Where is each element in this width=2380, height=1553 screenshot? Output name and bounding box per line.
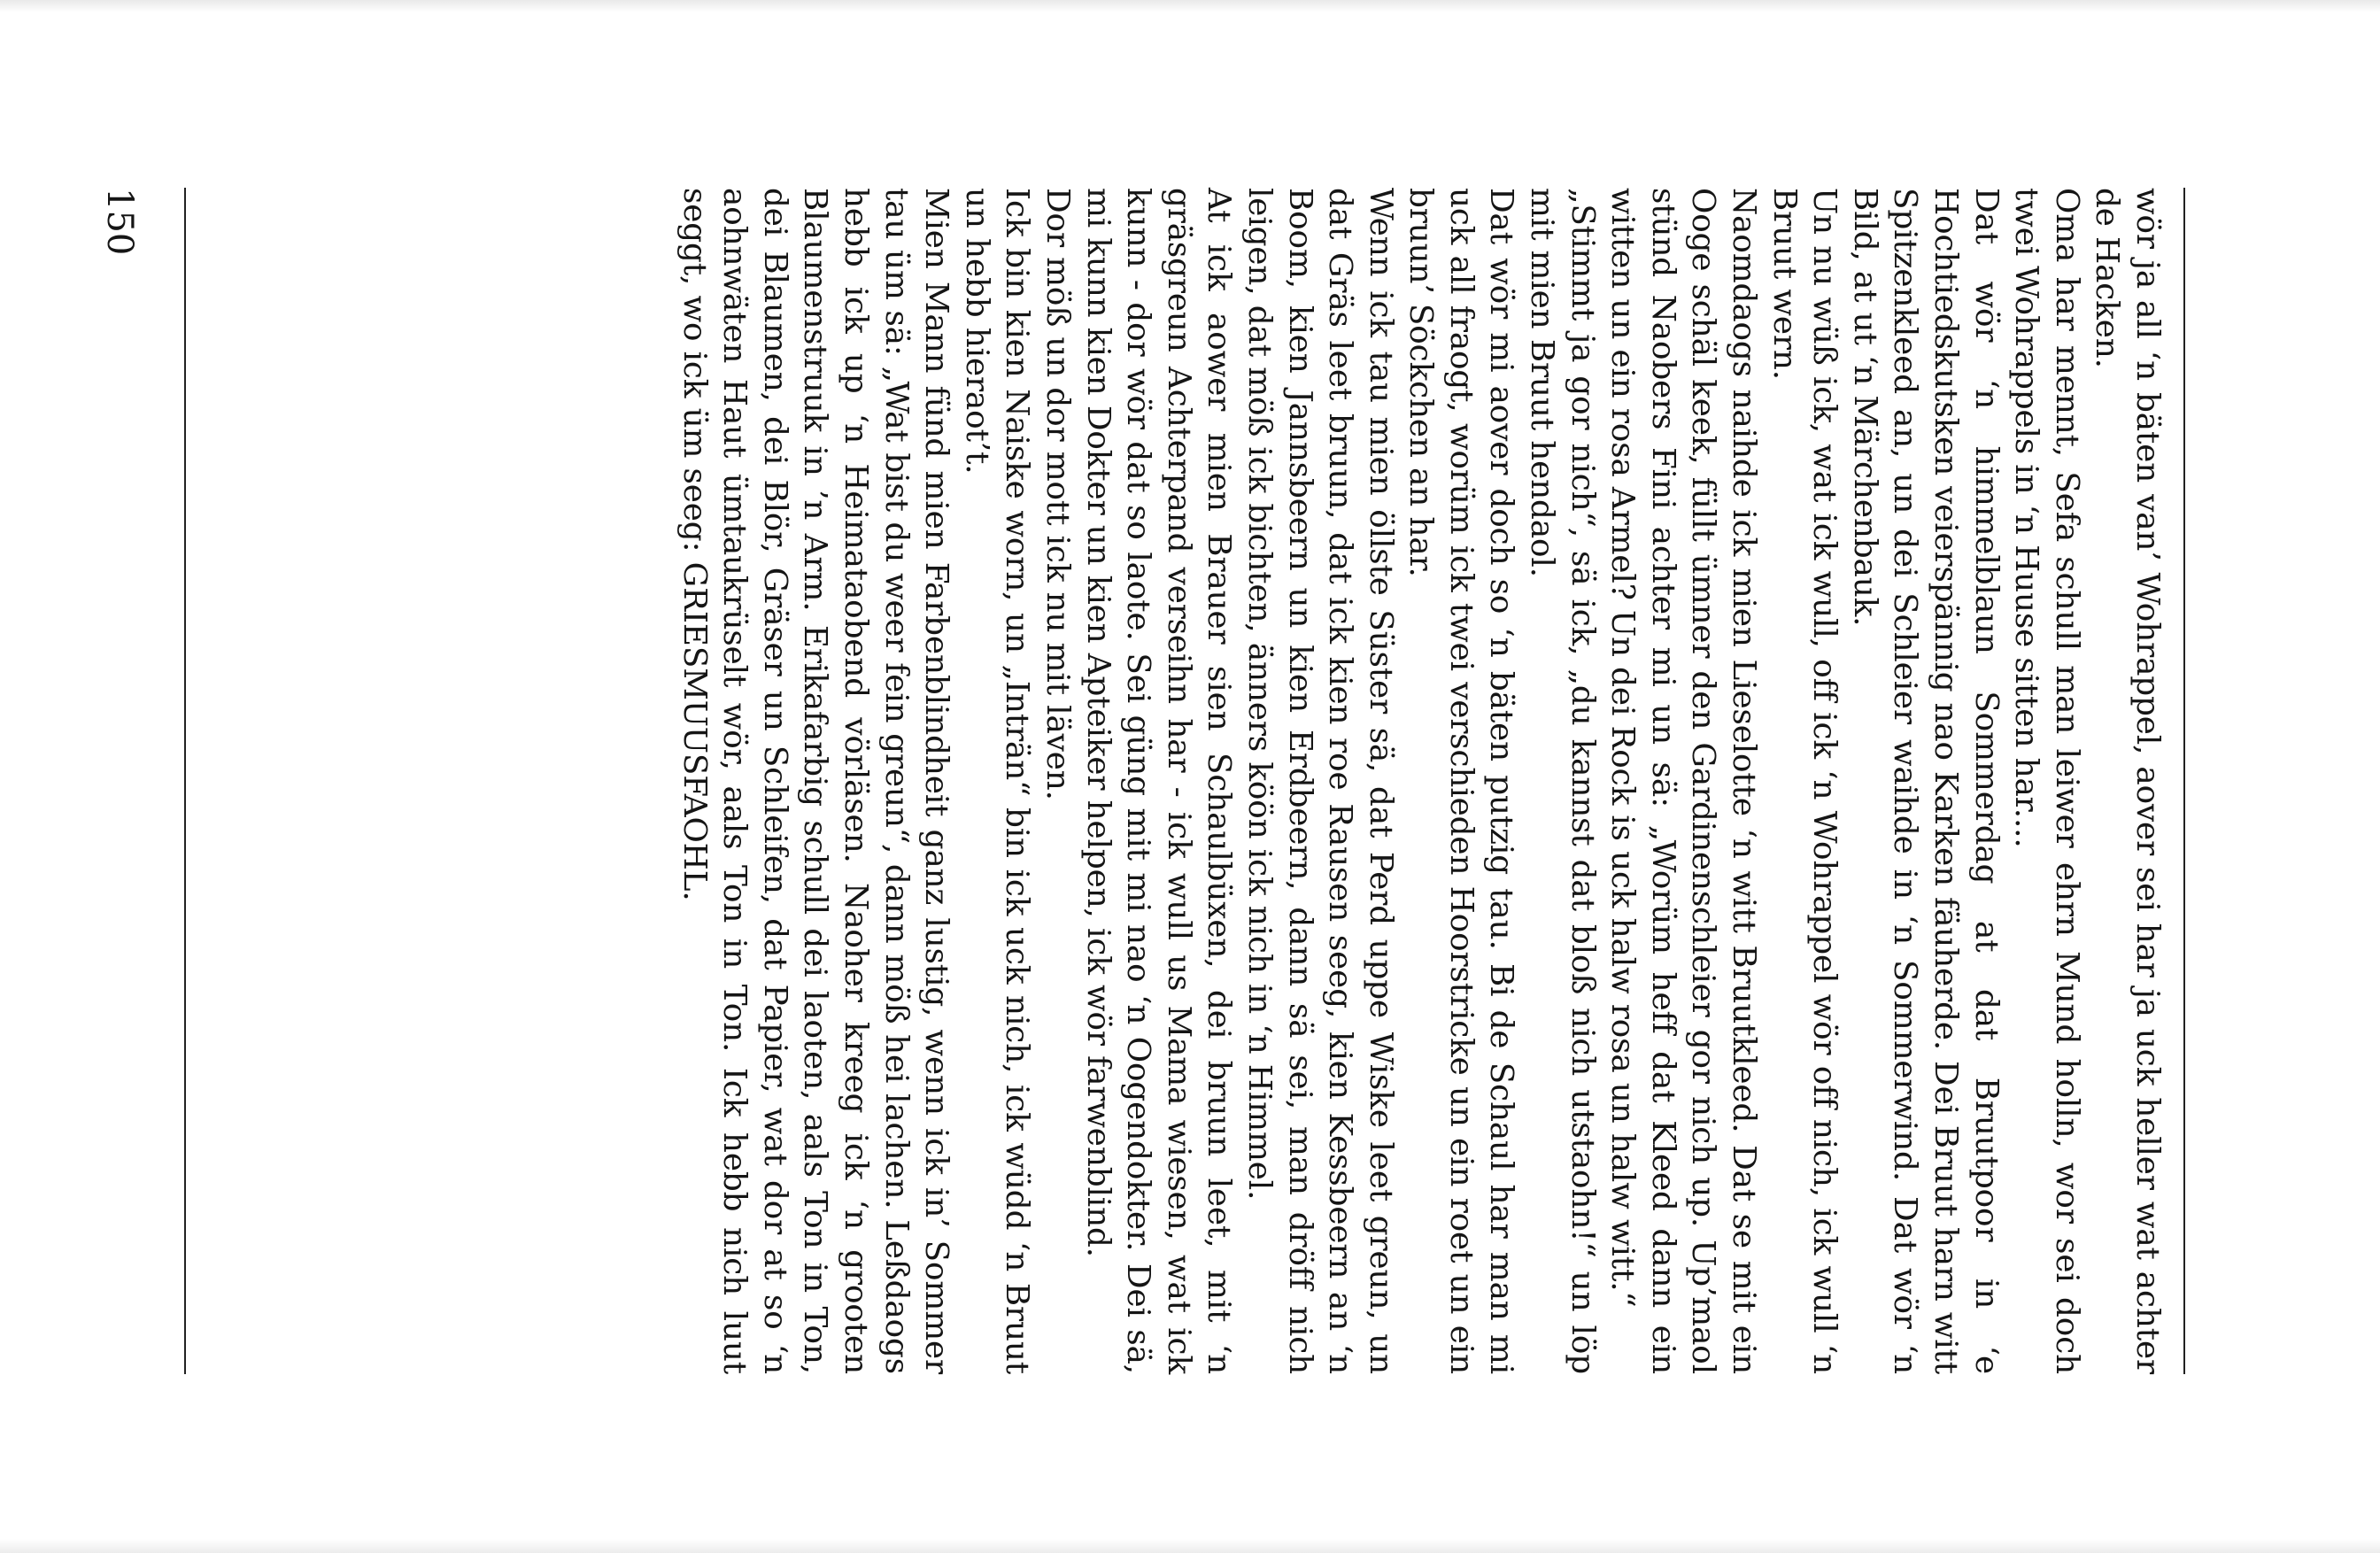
paragraph: Oma har mennt, Sefa schull man leiwer ehrn Mund holln, wor sei doch twei Wohrappels in ‘n Huuse sitten har.... [2008,188,2085,1374]
paragraph: Dat wör mi aover doch so ‘n bäten putzig tau. Bi de Schaul har man mi uck all fraogt, worüm ick twei verschieden Hoorstricke un ein roet un ein bruun’ Söckchen an har. [1402,188,1520,1374]
paragraph: Un nu wüß ick, wat ick wull, off ick ‘n Wohrappel wör off nich, ick wull ‘n Bruut wern. [1766,188,1843,1374]
body-text [197,188,2168,1374]
paragraph: „Stimmt ja gor nich“, sä ick, „du kannst dat bloß nich utstaohn!“ un löp mit mien Bruut hendaol. [1524,188,1601,1374]
paragraph: Wenn ick tau mien öllste Süster sä, dat Perd uppe Wiske leet greun, un dat Gräs leet bruun, dat ick kien roe Rausen seeg, kien Kessbeern an ‘n Boom, kien Jannsbeern un kien Erdbeern, dann sä sei, man dröff nich leigen, dat möß ick bichten, änners köön ick nich in ‘n Himmel. [1240,188,1399,1374]
paragraph: Naomdaogs naihde ick mien Lieselotte ‘n witt Bruutkleed. Dat se mit ein Oogе schäl keek, füllt ümner den Gardinenschleier gor nich up. Up’maol stünd Naobers Fini achter mi un sä: „Worüm heff dat Kleed dann ein witten un ein rosa Armel? Un dei Rock is uck halw rosa un halw witt.“ [1604,188,1763,1374]
paragraph: wör ja all ‘n bäten van’ Wohrappel, aover sei har ja uck heller wat achter de Hacken. [2089,188,2166,1374]
paragraph: At ick aower mien Brauer sien Schaulbüxen, dei bruun leet, mit ‘n gräsgreun Achterpand verseihn har - ick wull us Mama wiesen, wat ick kunn - dor wör dat so laote. Sei güng mit mi nao ‘n Oogendokter. Dei sä, mi kunn kien Dokter un kien Apteiker helpen, ick wör farwenblind. [1079,188,1238,1374]
paragraph: Dor möß un dor mott ick nu mit läven. [1039,188,1076,800]
header-rule [2183,188,2185,1374]
paragraph: Ick bin kien Naiske worn, un „Inträn“ bin ick uck nich, ick wüdd ‘n Bruut un hebb hieraot’t. [958,188,1036,1374]
paragraph: Mien Mann fünd mien Farbenblindheit ganz lustig, wenn ick in’ Sommer tau üm sä: „Wat bist du weer fein greun“, dann möß hei lachen. Leßdaogs hebb ick up ‘n Heimataobend vörläsen. Naoher kreeg ick ‘n grooten Blaumenstruuk in ’n Arm. Erikafarbig schull dei laoten, aals Ton in Ton, dei Blaumen, dei Blör, Gräser un Schleifen, dat Papier, wat dor at so ‘n aohnwäten Haut ümtaukrüselt wör, aals Ton in Ton. Ick hebb nich luut seggt, wo ick üm seeg: GRIESMUUSFAOHL. [676,188,955,1374]
footer-rule [184,188,186,1374]
page-number: 150 [99,188,140,256]
paragraph: Dat wör ‘n himmelblaun Sommerdag at dat Bruutpoor in ‘e Hochtiedskutsken veierspännig nao Karken fäuherde. Dei Bruut harn witt Spitzenkleed an, un dei Schleier waihde in ‘n Sommerwind. Dat wör ‘n Bild, at ut ‘n Märchenbauk. [1846,188,2005,1374]
